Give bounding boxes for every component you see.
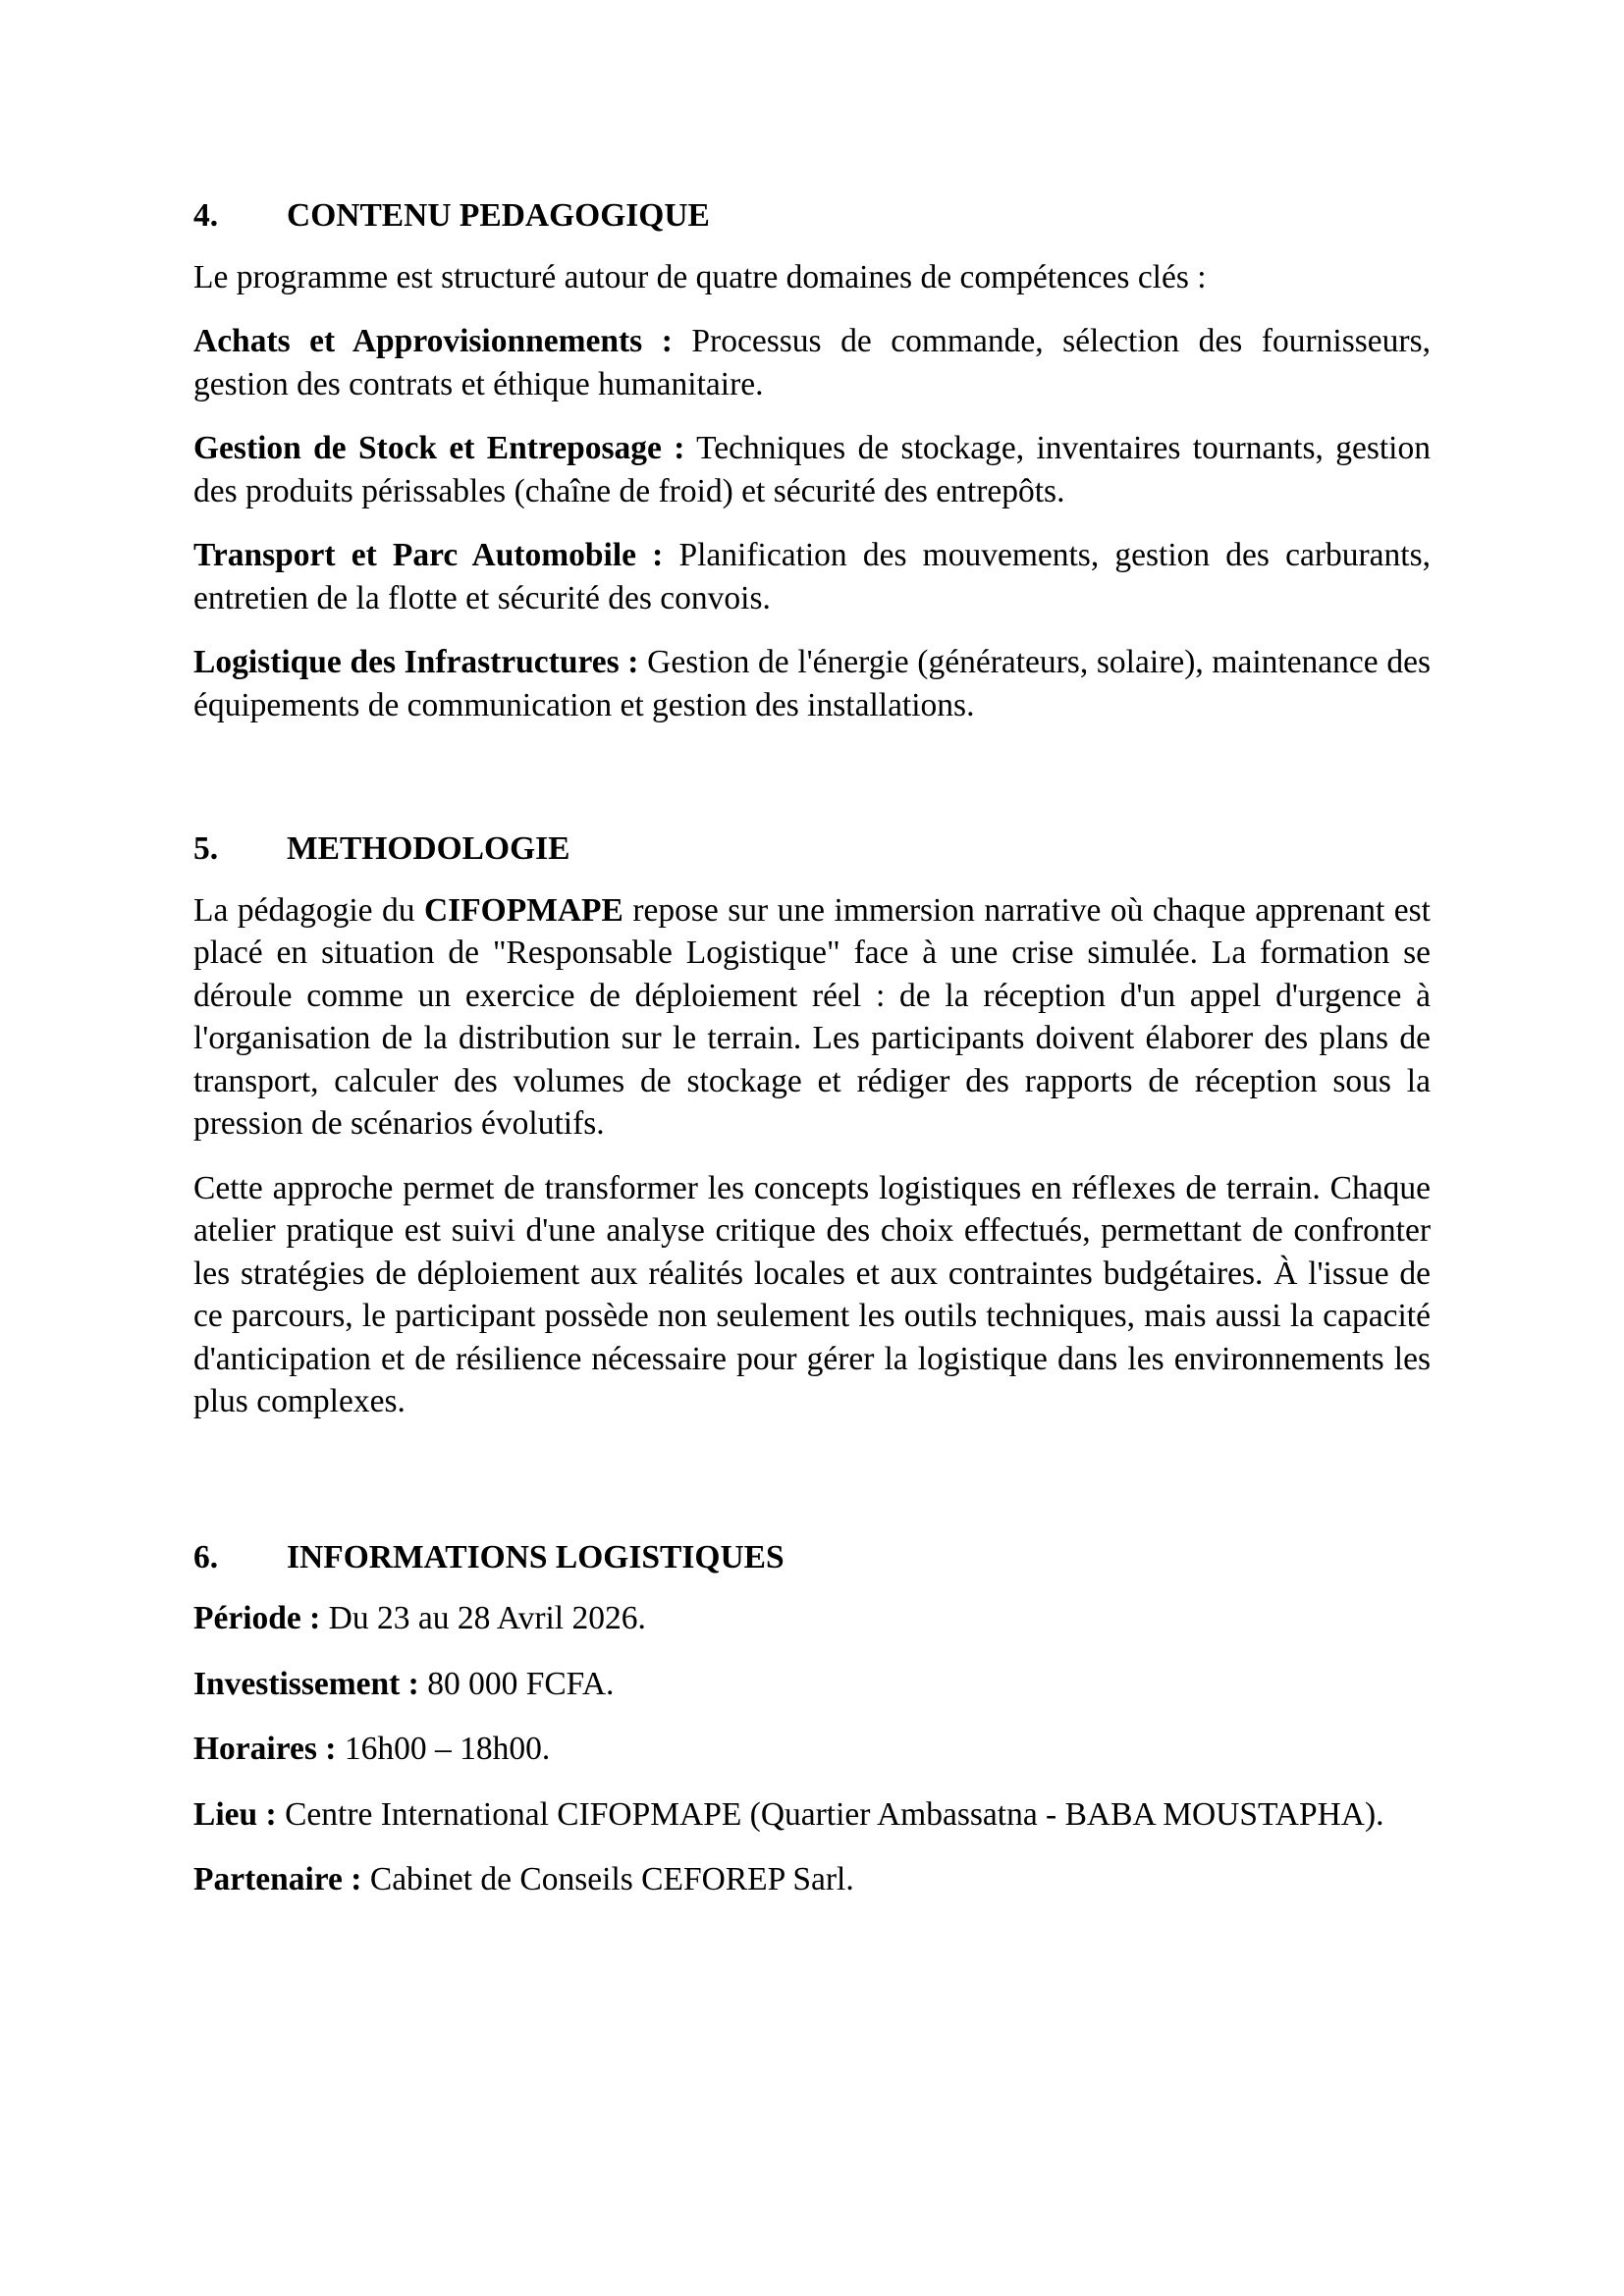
info-investissement-label: Investissement :: [193, 1665, 419, 1702]
document-content: [193, 194, 1431, 1924]
methodologie-paragraph-1: [193, 889, 1431, 1146]
info-horaires: [193, 1728, 1431, 1771]
section-6-heading: [193, 1536, 1431, 1579]
methodologie-p1-bold: CIFOPMAPE: [423, 891, 623, 929]
methodologie-p1-after: repose sur une immersion narrative où chaque apprenant est placé en situation de "Responsable Logistique" face à une crise simulée. La formation se déroule comme un exercice de déploiement réel : de la réception d'un appel d'urgence à l'organisation de la distribution sur le terrain. Les participants doivent élaborer des plans de transport, calculer des volumes de stockage et rédiger des rapports de réception sous la pression de scénarios évolutifs.: [193, 891, 1431, 1142]
section-6-number: 6.: [193, 1538, 219, 1575]
section-methodologie: [193, 828, 1431, 1423]
section-4-heading: [193, 194, 1431, 238]
paragraph-logistique-infra: [193, 641, 1431, 726]
info-partenaire-label: Partenaire :: [193, 1861, 362, 1897]
paragraph-transport: [193, 534, 1431, 619]
paragraph-transport-label: Transport et Parc Automobile :: [193, 537, 664, 573]
section-5-heading: [193, 828, 1431, 871]
info-lieu: [193, 1793, 1431, 1837]
paragraph-logistique-infra-label: Logistique des Infrastructures :: [193, 644, 639, 680]
paragraph-logistique-infra-text: Gestion de l'énergie (générateurs, solaire), maintenance des équipements de communication et gestion des installations.: [193, 644, 1431, 723]
methodologie-paragraph-2: [193, 1167, 1431, 1423]
paragraph-gestion-stock: [193, 427, 1431, 512]
info-partenaire-text: Cabinet de Conseils CEFOREP Sarl.: [361, 1861, 854, 1897]
section-6-title: INFORMATIONS LOGISTIQUES: [287, 1538, 785, 1575]
methodologie-p2-text: Cette approche permet de transformer les concepts logistiques en réflexes de terrain. Chaque atelier pratique est suivi d'une analyse critique des choix effectués, permettant de confronter les stratégies de déploiement aux réalités locales et aux contraintes budgétaires. À l'issue de ce parcours, le participant possède non seulement les outils techniques, mais aussi la capacité d'anticipation et de résilience nécessaire pour gérer la logistique dans les environnements les plus complexes.: [193, 1169, 1431, 1419]
section-contenu-pedagogique: [193, 194, 1431, 726]
section-4-number: 4.: [193, 197, 219, 234]
methodologie-p1-before: La pédagogie du: [193, 891, 424, 929]
paragraph-achats: [193, 320, 1431, 405]
paragraph-gestion-stock-label: Gestion de Stock et Entreposage :: [193, 430, 685, 466]
info-lieu-text: Centre International CIFOPMAPE (Quartier Ambassatna - BABA MOUSTAPHA).: [276, 1795, 1384, 1833]
paragraph-transport-text: Planification des mouvements, gestion des carburants, entretien de la flotte et sécurité des convois.: [193, 537, 1431, 616]
info-periode-label: Période :: [193, 1600, 321, 1636]
intro-text: Le programme est structuré autour de quatre domaines de compétences clés :: [193, 258, 1207, 295]
paragraph-achats-text: Processus de commande, sélection des fournisseurs, gestion des contrats et éthique humanitaire.: [193, 323, 1431, 402]
info-horaires-label: Horaires :: [193, 1731, 337, 1767]
section-4-title: CONTENU PEDAGOGIQUE: [287, 197, 710, 234]
section-informations-logistiques: [193, 1536, 1431, 1901]
paragraph-achats-label: Achats et Approvisionnements :: [193, 323, 673, 359]
info-investissement: [193, 1663, 1431, 1706]
paragraph-gestion-stock-text: Techniques de stockage, inventaires tournants, gestion des produits périssables (chaîne de froid) et sécurité des entrepôts.: [193, 430, 1431, 509]
info-lieu-label: Lieu :: [193, 1795, 277, 1833]
section-5-number: 5.: [193, 830, 219, 867]
info-periode: [193, 1597, 1431, 1640]
info-periode-text: Du 23 au 28 Avril 2026.: [320, 1600, 646, 1636]
section-5-title: METHODOLOGIE: [287, 830, 570, 867]
intro-paragraph: [193, 256, 1431, 299]
info-investissement-text: 80 000 FCFA.: [418, 1665, 615, 1702]
info-partenaire: [193, 1858, 1431, 1901]
info-horaires-text: 16h00 – 18h00.: [336, 1731, 551, 1767]
